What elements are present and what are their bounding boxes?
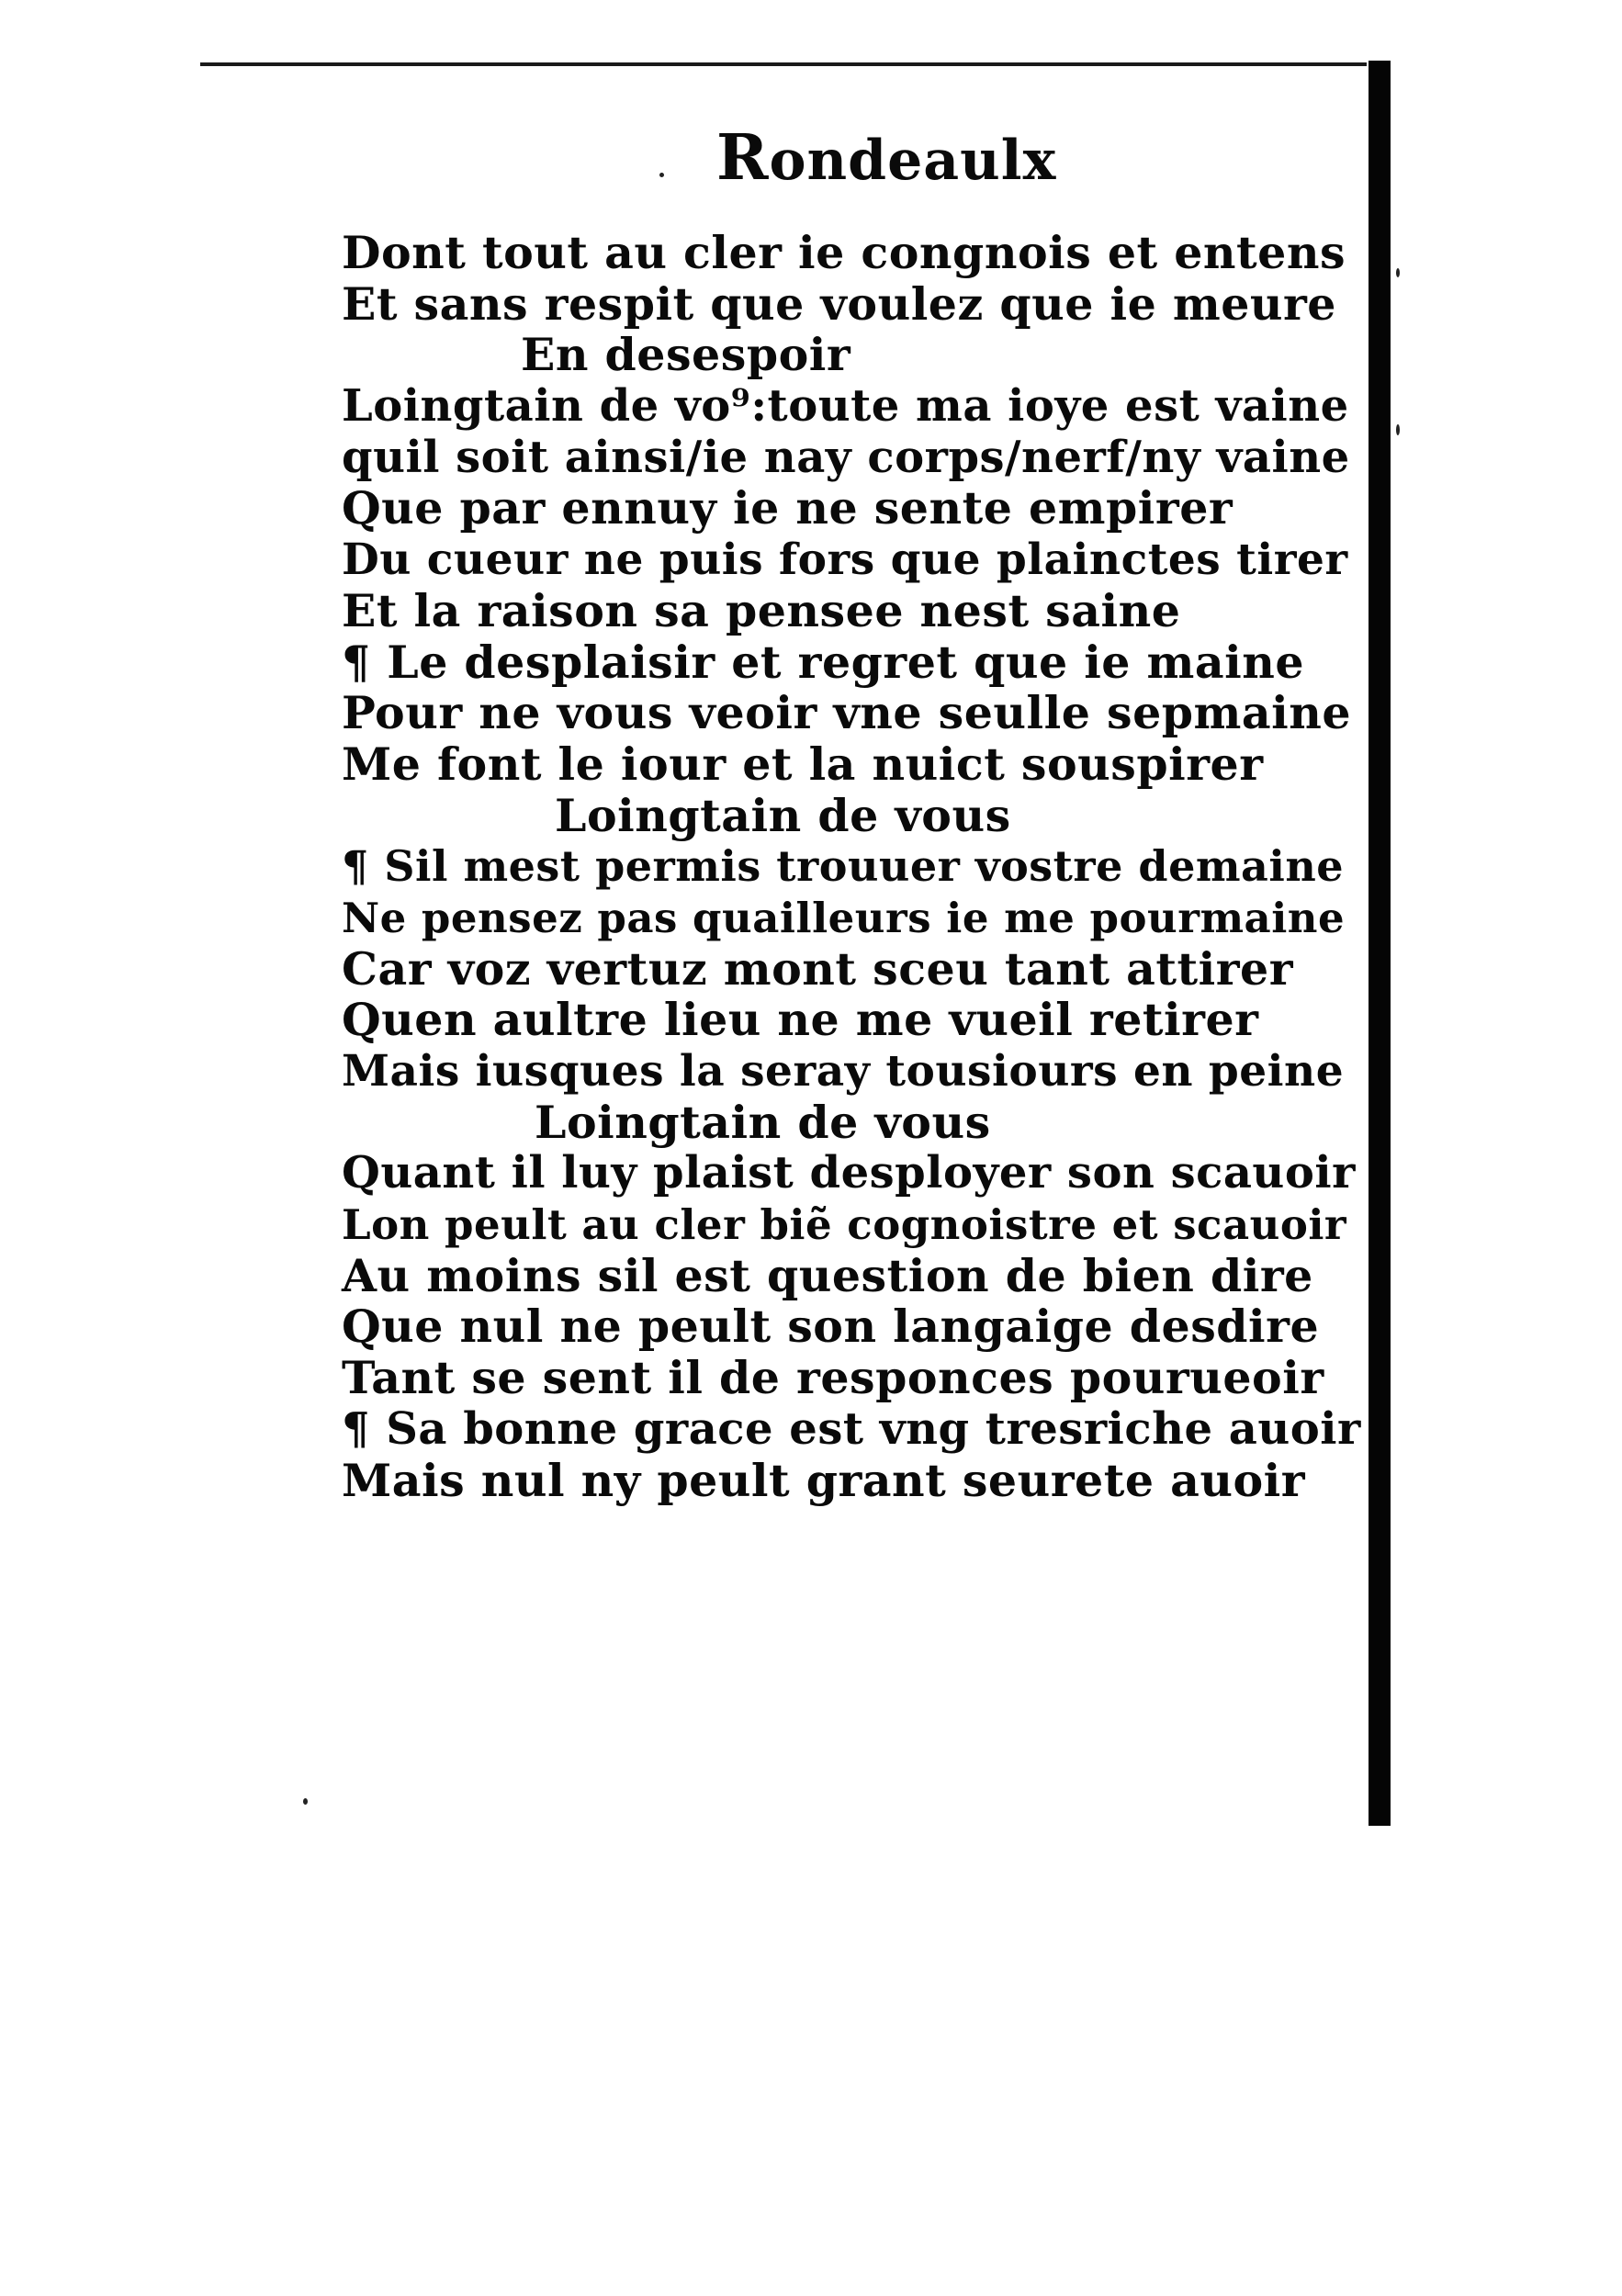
- scan-speck: [1396, 268, 1400, 277]
- refrain-line: Loingtain de vous: [555, 788, 1011, 842]
- verse-line: quil soit ainsi/ie nay corps/nerf/ny vaine: [342, 431, 1350, 483]
- verse-line: Que nul ne peult son langaige desdire: [342, 1300, 1320, 1354]
- verse-line: Me font le iour et la nuict souspirer: [342, 737, 1264, 791]
- verse-line: ¶ Sil mest permis trouuer vostre demaine: [342, 841, 1345, 892]
- running-head: Rondeaulx: [716, 121, 1057, 195]
- verse-line: Au moins sil est question de bien dire: [342, 1248, 1313, 1302]
- verse-line: Mais nul ny peult grant seurete auoir: [342, 1453, 1306, 1507]
- verse-line: Tant se sent il de responces pourueoir: [342, 1351, 1324, 1405]
- right-binding-rule: [1369, 61, 1391, 1826]
- scan-speck: [1396, 424, 1400, 435]
- verse-line: Du cueur ne puis fors que plainctes tirer: [342, 535, 1348, 586]
- scan-speck: [659, 173, 664, 177]
- scan-speck: [303, 1798, 308, 1805]
- verse-line: ¶ Le desplaisir et regret que ie maine: [342, 635, 1305, 689]
- verse-line: Que par ennuy ie ne sente empirer: [342, 481, 1233, 535]
- verse-line: Mais iusques la seray tousiours en peine: [342, 1046, 1345, 1097]
- verse-line: Pour ne vous veoir vne seulle sepmaine: [342, 686, 1352, 740]
- verse-line: Dont tout au cler ie congnois et entens: [342, 226, 1346, 279]
- verse-line: ¶ Sa bonne grace est vng tresriche auoir: [342, 1402, 1361, 1455]
- verse-line: Quen aultre lieu ne me vueil retirer: [342, 993, 1259, 1047]
- verse-line: Et la raison sa pensee nest saine: [342, 583, 1181, 637]
- verse-line: Car voz vertuz mont sceu tant attirer: [342, 941, 1294, 996]
- verse-line: Ne pensez pas quailleurs ie me pourmaine: [342, 893, 1346, 942]
- refrain-line: En desespoir: [521, 328, 851, 382]
- verse-line: Quant il luy plaist desployer son scauoir: [342, 1147, 1356, 1199]
- verse-line: Et sans respit que voulez que ie meure: [342, 276, 1336, 331]
- refrain-line: Loingtain de vous: [535, 1095, 991, 1149]
- top-page-rule: [200, 62, 1367, 66]
- verse-block: [342, 228, 1370, 1506]
- verse-line: Loingtain de vo⁹:toute ma ioye est vaine: [342, 380, 1349, 433]
- verse-line: Lon peult au cler biẽ cognoistre et scauoir: [342, 1200, 1347, 1250]
